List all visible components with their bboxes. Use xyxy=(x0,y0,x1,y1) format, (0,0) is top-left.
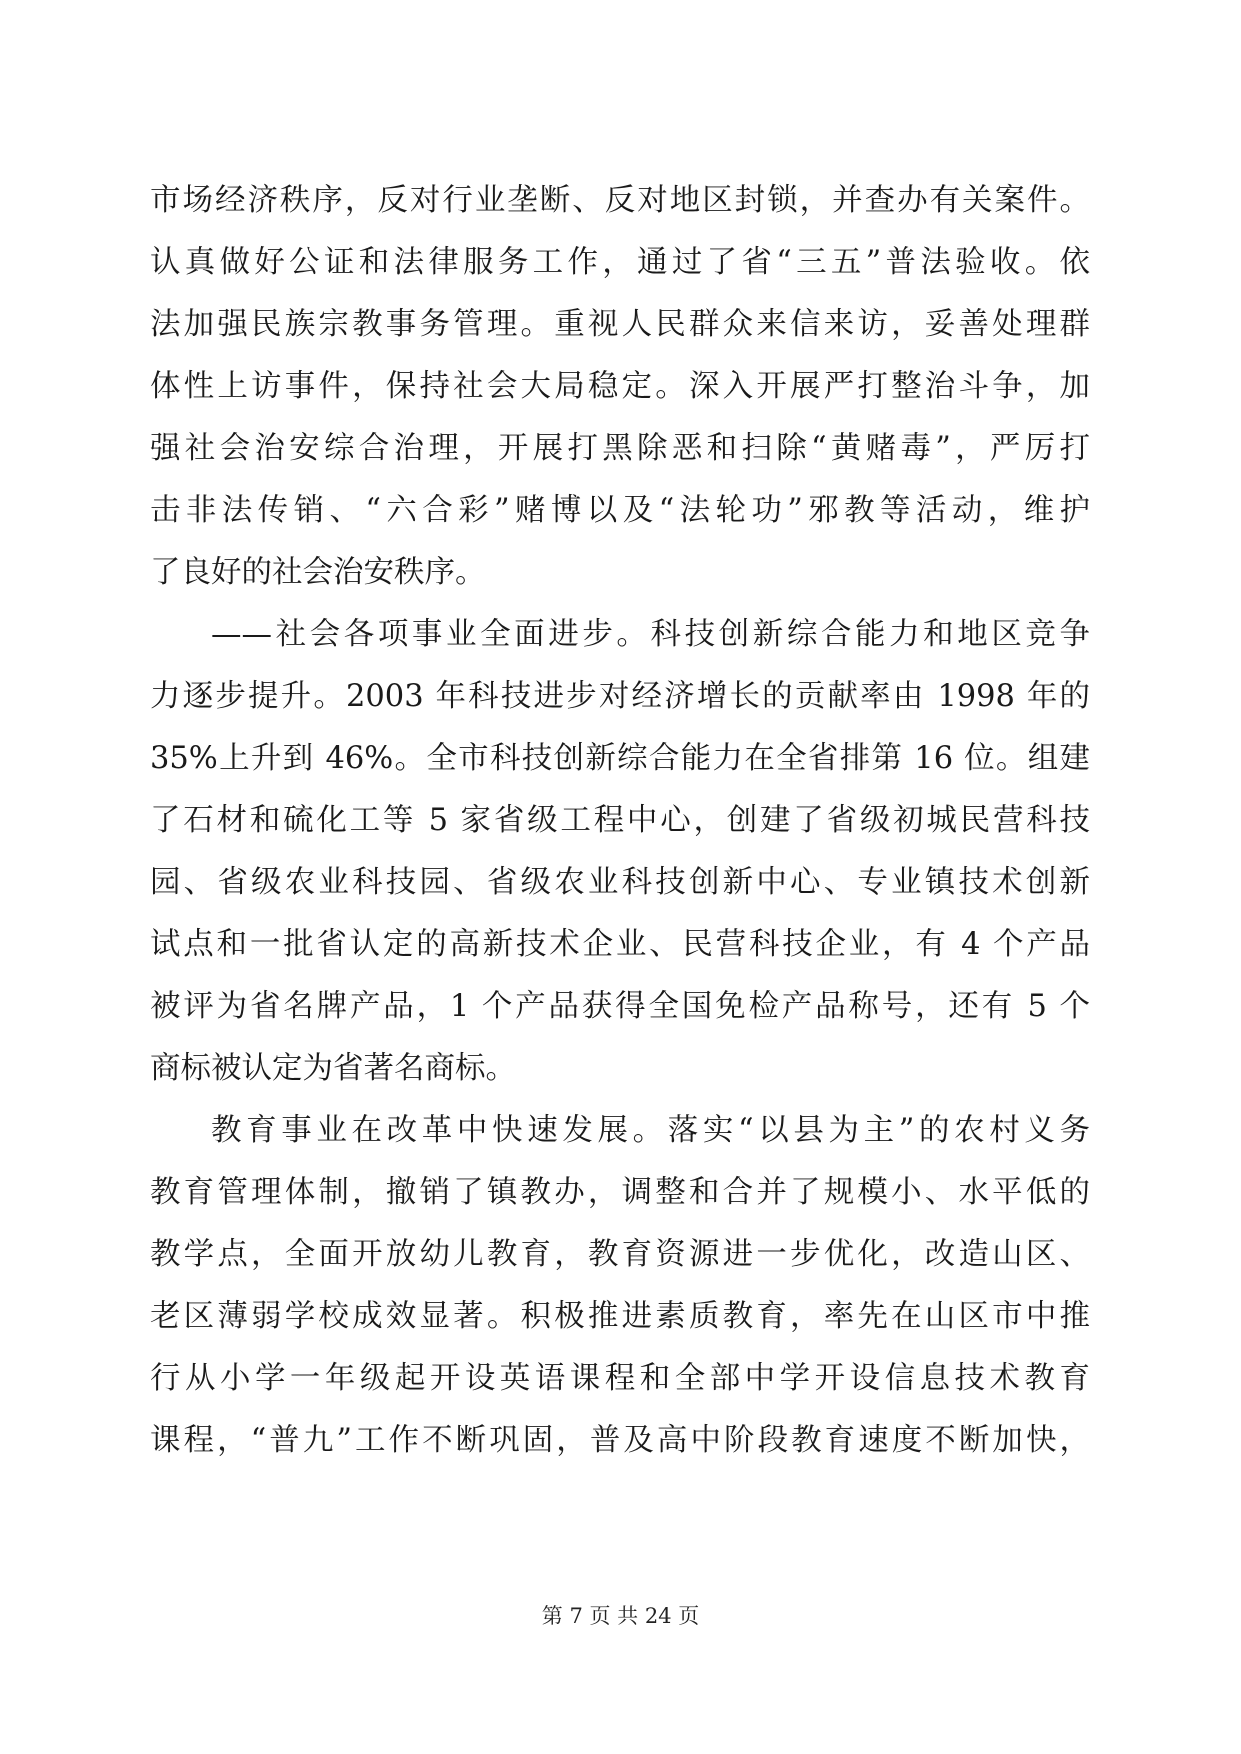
text-line: 体性上访事件，保持社会大局稳定。深入开展严打整治斗争，加 xyxy=(150,369,1090,404)
text-line: 课程，“普九”工作不断巩固，普及高中阶段教育速度不断加快， xyxy=(150,1423,1090,1458)
text-line: 被评为省名牌产品，1 个产品获得全国免检产品称号，还有 5 个 xyxy=(150,989,1090,1024)
text-line: 园、省级农业科技园、省级农业科技创新中心、专业镇技术创新 xyxy=(150,865,1090,900)
document-body xyxy=(150,170,1090,1472)
text-line: 市场经济秩序，反对行业垄断、反对地区封锁，并查办有关案件。 xyxy=(150,183,1090,218)
text-line: 力逐步提升。2003 年科技进步对经济增长的贡献率由 1998 年的 xyxy=(150,679,1090,714)
text-line: ——社会各项事业全面进步。科技创新综合能力和地区竞争 xyxy=(211,617,1090,652)
page-number-footer: 第 7 页 共 24 页 xyxy=(541,1604,700,1628)
text-line: 行从小学一年级起开设英语课程和全部中学开设信息技术教育 xyxy=(150,1361,1090,1396)
text-line: 击非法传销、“六合彩”赌博以及“法轮功”邪教等活动，维护 xyxy=(150,493,1090,528)
text-line: 认真做好公证和法律服务工作，通过了省“三五”普法验收。依 xyxy=(150,245,1090,280)
text-line: 法加强民族宗教事务管理。重视人民群众来信来访，妥善处理群 xyxy=(150,307,1090,342)
text-line: 了石材和硫化工等 5 家省级工程中心，创建了省级初城民营科技 xyxy=(150,803,1090,838)
text-line: 试点和一批省认定的高新技术企业、民营科技企业，有 4 个产品 xyxy=(150,927,1090,962)
text-line: 商标被认定为省著名商标。 xyxy=(150,1051,516,1086)
text-line: 老区薄弱学校成效显著。积极推进素质教育，率先在山区市中推 xyxy=(150,1299,1090,1334)
text-line: 教学点，全面开放幼儿教育，教育资源进一步优化，改造山区、 xyxy=(150,1237,1090,1272)
text-line: 35%上升到 46%。全市科技创新综合能力在全省排第 16 位。组建 xyxy=(150,741,1090,776)
text-line: 了良好的社会治安秩序。 xyxy=(150,555,486,590)
text-line: 教育事业在改革中快速发展。落实“以县为主”的农村义务 xyxy=(211,1113,1090,1148)
text-line: 教育管理体制，撤销了镇教办，调整和合并了规模小、水平低的 xyxy=(150,1175,1090,1210)
text-line: 强社会治安综合治理，开展打黑除恶和扫除“黄赌毒”，严厉打 xyxy=(150,431,1090,466)
